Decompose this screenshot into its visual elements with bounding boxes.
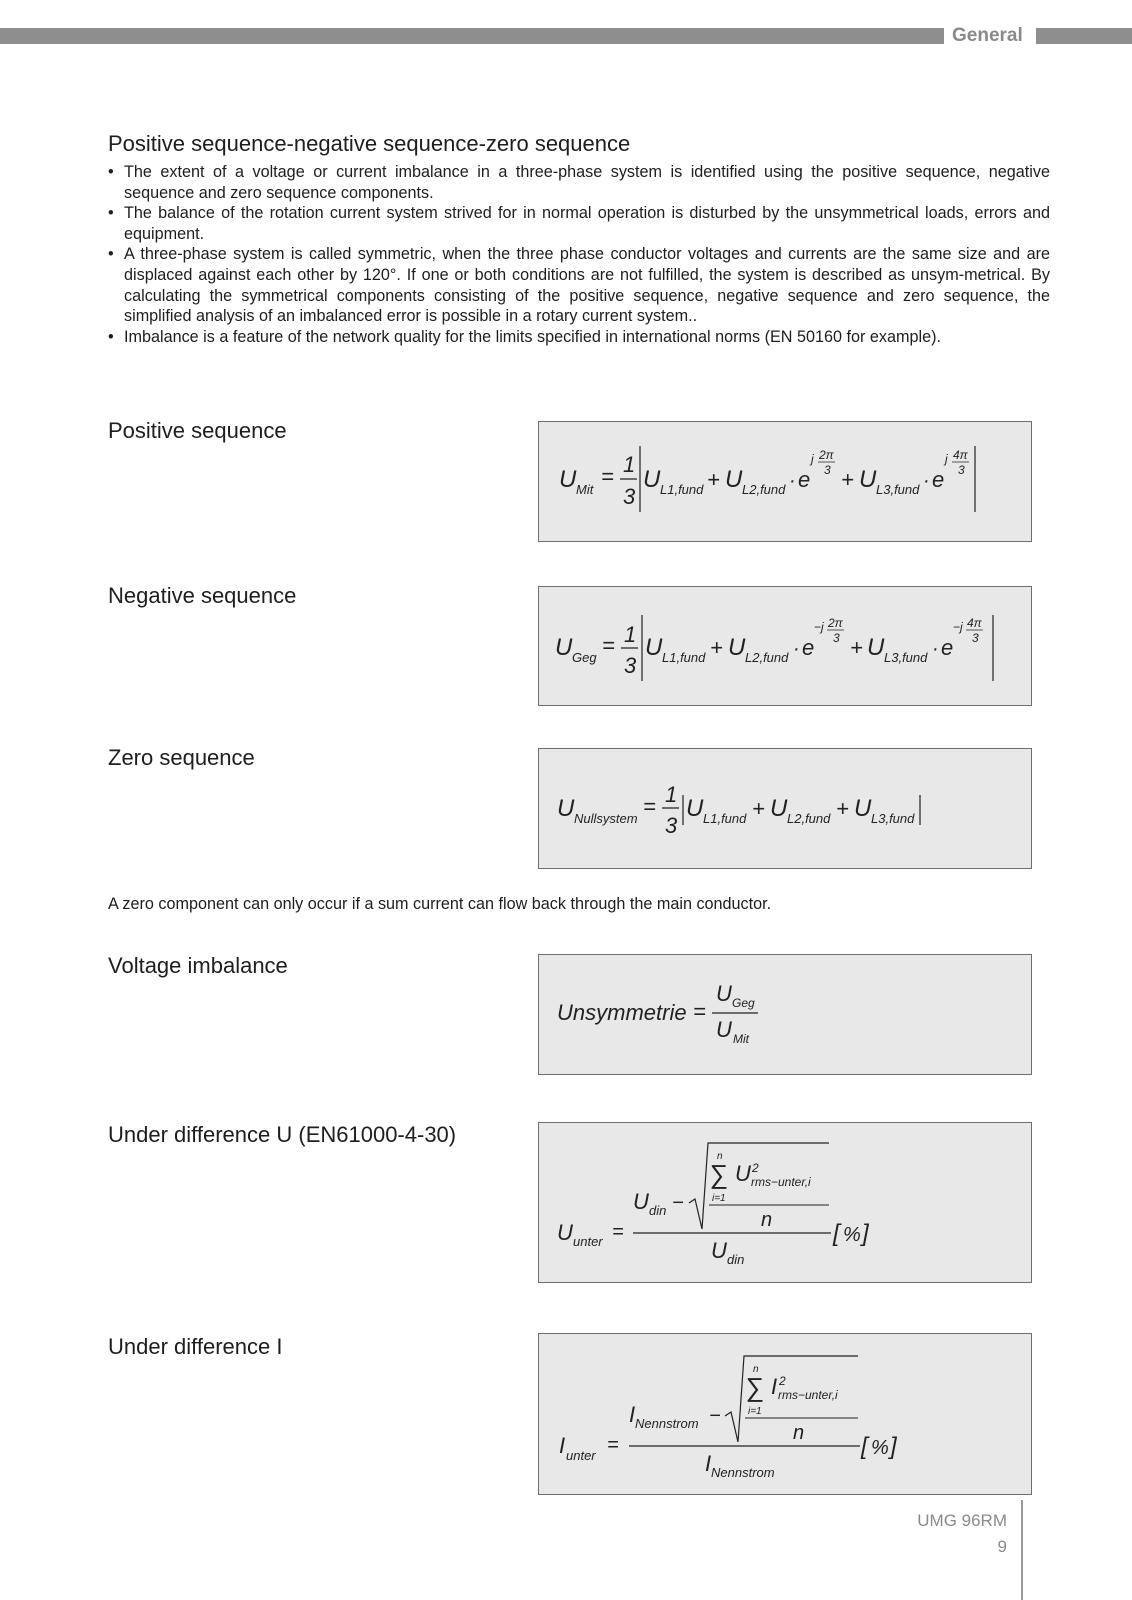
term-3-sub: L3,fund — [884, 650, 928, 665]
term-2: U — [770, 795, 788, 822]
footer-page-number: 9 — [997, 1537, 1007, 1556]
fraction-den: 3 — [623, 484, 636, 509]
term-1: U — [645, 634, 663, 661]
denominator: I — [705, 1451, 712, 1476]
svg-text:+: + — [707, 467, 720, 492]
bullet-dot-icon: • — [108, 327, 114, 346]
exp-2-j: j — [945, 452, 948, 466]
under-difference-i-formula — [538, 1333, 1032, 1495]
svg-text:·: · — [932, 638, 939, 660]
unit: % — [843, 1224, 861, 1246]
sum-term-sup: 2 — [779, 1374, 786, 1388]
sum-icon: ∑ — [745, 1372, 764, 1402]
negative-sequence-formula — [538, 586, 1032, 706]
under-difference-u-heading: Under difference U (EN61000-4-30) — [108, 1122, 457, 1147]
sum-divisor: n — [793, 1422, 805, 1444]
formula-lhs-sub: Geg — [572, 650, 597, 665]
term-2-sub: L2,fund — [745, 650, 789, 665]
sum-term: I — [771, 1374, 778, 1399]
exp-2-num: 4π — [967, 616, 982, 630]
term-1-sub: L1,fund — [703, 811, 747, 826]
exp-1-j: j — [811, 452, 814, 466]
exp-1-num: 2π — [828, 616, 843, 630]
term-2-sub: L2,fund — [742, 482, 786, 497]
formula-lhs: U — [557, 795, 575, 822]
term-1-sub: L1,fund — [662, 650, 706, 665]
fraction-num: 1 — [624, 622, 637, 647]
positive-sequence-heading: Positive sequence — [108, 418, 287, 443]
under-difference-i-heading: Under difference I — [108, 1334, 283, 1359]
term-1-sub: L1,fund — [660, 482, 704, 497]
svg-text:+: + — [836, 796, 849, 821]
term-1: U — [643, 466, 661, 493]
term-3: U — [867, 634, 885, 661]
fraction-den: 3 — [665, 813, 678, 838]
svg-text:=: = — [601, 464, 614, 489]
formula-lhs: I — [559, 1433, 566, 1458]
fraction-num: U — [716, 981, 732, 1006]
exp-base-2: e — [941, 635, 954, 660]
exp-1-den: 3 — [833, 631, 840, 645]
sum-icon: ∑ — [709, 1159, 728, 1189]
bullet-dot-icon: • — [108, 204, 114, 223]
bullet-dot-icon: • — [108, 163, 114, 181]
term-2: U — [728, 634, 746, 661]
bullet-item: • A three-phase system is called symmetric, when the three phase conductor voltages and currents are the same size and are displaced against each other by 120°. If one or both conditions are not fulfilled, the system is described as unsym-metrical. By calculating the symmetrical components consisting of the positive sequence, negative sequence and zero sequence, the simplified analysis of an imbalanced error is possible in a rotary current system.. — [108, 245, 1050, 326]
sum-term-sub: rms−unter,i — [751, 1175, 811, 1189]
minuend-sub: Nennstrom — [635, 1416, 699, 1431]
svg-text:·: · — [789, 470, 796, 492]
exp-1-j: −j — [814, 620, 824, 634]
formula-lhs-sub: Mit — [576, 482, 594, 497]
svg-text:·: · — [923, 470, 930, 492]
exp-base-1: e — [802, 635, 815, 660]
term-3-sub: L3,fund — [876, 482, 920, 497]
positive-sequence-formula — [538, 421, 1032, 542]
bullet-item: • Imbalance is a feature of the network quality for the limits specified in international norms (EN 50160 for example). — [108, 327, 941, 346]
under-difference-u-formula — [538, 1122, 1032, 1283]
svg-text:=: = — [602, 633, 615, 658]
exp-2-j: −j — [953, 620, 963, 634]
svg-text:+: + — [841, 467, 854, 492]
bullet-dot-icon: • — [108, 245, 114, 264]
sum-term-sub: rms−unter,i — [778, 1388, 838, 1402]
formula-lhs: U — [555, 634, 573, 661]
term-2: U — [725, 466, 743, 493]
denominator-sub: Nennstrom — [711, 1465, 775, 1480]
exp-base-1: e — [798, 467, 811, 492]
sum-lower: i=1 — [748, 1406, 762, 1417]
minuend: U — [633, 1189, 649, 1214]
intro-title: Positive sequence-negative sequence-zero sequence — [108, 131, 631, 156]
term-1: U — [686, 795, 704, 822]
zero-sequence-note: A zero component can only occur if a sum current can flow back through the main conductor. — [108, 895, 772, 913]
exp-2-den: 3 — [972, 631, 979, 645]
negative-sequence-heading: Negative sequence — [108, 583, 297, 608]
zero-sequence-heading: Zero sequence — [108, 745, 255, 770]
term-3-sub: L3,fund — [871, 811, 915, 826]
exp-1-num: 2π — [819, 448, 834, 462]
fraction-den: U — [716, 1017, 732, 1042]
sum-upper: n — [717, 1151, 723, 1162]
svg-text:−: − — [672, 1192, 684, 1214]
minuend-sub: din — [649, 1203, 667, 1218]
term-3: U — [854, 795, 872, 822]
voltage-imbalance-heading: Voltage imbalance — [108, 953, 288, 978]
svg-text:·: · — [793, 638, 800, 660]
fraction-den: 3 — [624, 653, 637, 678]
bullet-item: • The balance of the rotation current system strived for in normal operation is disturbed by the unsymmetrical loads, errors and equipment. — [108, 204, 1050, 243]
intro-bullets — [108, 162, 1050, 347]
fraction-num: 1 — [623, 452, 636, 477]
voltage-imbalance-formula — [538, 954, 1032, 1075]
footer-divider — [1021, 1500, 1023, 1600]
sum-upper: n — [753, 1364, 759, 1375]
exp-2-num: 4π — [953, 448, 968, 462]
svg-text:=: = — [643, 794, 656, 819]
formula-lhs-sub: Nullsystem — [574, 811, 638, 826]
unit: % — [871, 1437, 889, 1459]
svg-text:+: + — [752, 796, 765, 821]
svg-text:=: = — [693, 999, 706, 1024]
term-2-sub: L2,fund — [787, 811, 831, 826]
denominator-sub: din — [727, 1252, 745, 1267]
section-tag: General — [952, 25, 1023, 46]
exp-1-den: 3 — [824, 463, 831, 477]
svg-text:=: = — [612, 1221, 624, 1243]
svg-text:[: [ — [833, 1220, 840, 1247]
formula-lhs: U — [559, 466, 577, 493]
formula-lhs: U — [557, 1220, 573, 1245]
bullet-item: • The extent of a voltage or current imbalance in a three-phase system is identified using the positive sequence, negative sequence and zero sequence components. — [108, 163, 1050, 202]
formula-lhs: Unsymmetrie — [557, 1000, 687, 1025]
svg-text:=: = — [607, 1434, 619, 1456]
zero-sequence-formula — [538, 748, 1032, 869]
exp-2-den: 3 — [958, 463, 965, 477]
svg-text:−: − — [709, 1405, 721, 1427]
exp-base-2: e — [932, 467, 945, 492]
svg-text:]: ] — [890, 1433, 897, 1460]
formula-lhs-sub: unter — [573, 1234, 603, 1249]
formula-lhs-sub: unter — [566, 1448, 596, 1463]
svg-text:[: [ — [861, 1433, 868, 1460]
sum-term-sup: 2 — [752, 1161, 759, 1175]
svg-text:]: ] — [862, 1220, 869, 1247]
minuend: I — [629, 1402, 636, 1427]
sum-divisor: n — [761, 1209, 773, 1231]
denominator: U — [711, 1238, 727, 1263]
footer-product: UMG 96RM — [917, 1511, 1007, 1530]
fraction-num-sub: Geg — [732, 996, 755, 1010]
header-bar-right — [1036, 28, 1132, 44]
term-3: U — [859, 466, 877, 493]
svg-text:+: + — [850, 635, 863, 660]
svg-text:+: + — [710, 635, 723, 660]
fraction-den-sub: Mit — [733, 1032, 749, 1046]
fraction-num: 1 — [665, 782, 678, 807]
sum-lower: i=1 — [712, 1193, 726, 1204]
sum-term: U — [735, 1161, 751, 1186]
header-bar-left — [0, 28, 944, 44]
